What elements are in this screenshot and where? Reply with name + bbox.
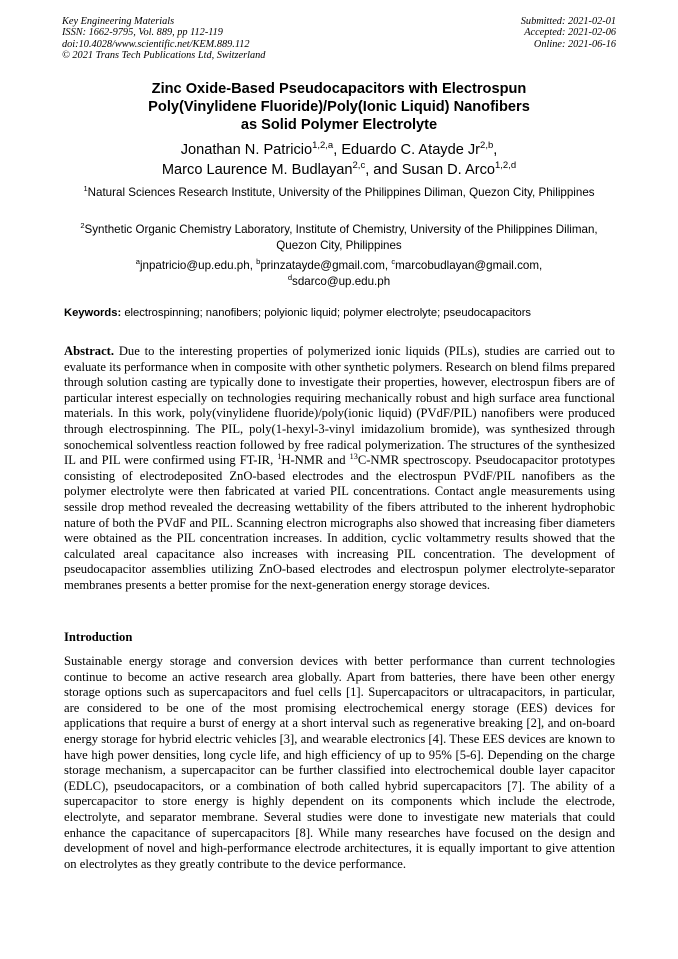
affiliation-number: 2 bbox=[80, 221, 85, 231]
superscript: 13 bbox=[349, 451, 358, 461]
author-affiliation-mark: 1,2,d bbox=[495, 159, 517, 171]
introduction-text: Sustainable energy storage and conversion devices with better performance than current technologies continue to become an active research area globally. Apart from batteries, there have been other energy storage options such as supercapacitors and fuel cells [1]. Supercapacitors or ultracapacitors, in particular, are considered to be one of the most promising electrochemical energy storage (EES) devices for applications that require a burst of energy at a short interval such as regenerative breaking [2], and on-board energy storage for hybrid electric vehicles [3], and wearable electronics [4]. These EES devices are known to have high power densities, long cycle life, and high efficiency of up to 95% [5-6]. Depending on the charge storage mechanism, a supercapacitor can be further classified into electrochemical double layer capacitor (EDLC), pseudocapacitors, or a combination of both called hybrid supercapacitors [7]. The ability of a supercapacitor to store energy is highly dependent on its components which include the electrode, electrolyte, and separator membrane. Several studies were done to investigate new materials that could enhance the capacitance of supercapacitors [8]. While many researches have focused on the design and development of novel and high-performance electrode architectures, it is equally important to give attention on electrolytes as they greatly contribute to the device performance. bbox=[64, 654, 615, 871]
title-line: Poly(Vinylidene Fluoride)/Poly(Ionic Liquid) Nanofibers bbox=[148, 99, 530, 115]
author-line bbox=[40, 161, 638, 181]
author-list bbox=[40, 141, 638, 180]
email-list bbox=[110, 258, 568, 289]
author-name: Jonathan N. Patricio bbox=[180, 142, 313, 158]
introduction-heading: Introduction bbox=[64, 630, 133, 644]
author-affiliation-mark: 2,c bbox=[352, 159, 366, 171]
keywords bbox=[64, 306, 618, 320]
superscript: 1 bbox=[277, 451, 282, 461]
copyright-line: © 2021 Trans Tech Publications Ltd, Switzerland bbox=[62, 49, 266, 61]
email-address[interactable]: marcobudlayan@gmail.com bbox=[395, 259, 539, 272]
author-name: Susan D. Arco bbox=[401, 161, 495, 178]
doi-line: doi:10.4028/www.scientific.net/KEM.889.112 bbox=[62, 38, 250, 50]
author-affiliation-mark: 2,b bbox=[480, 140, 494, 152]
submitted-date: Submitted: 2021-02-01 bbox=[520, 16, 616, 27]
online-date: Online: 2021-06-16 bbox=[533, 38, 616, 50]
author-line bbox=[40, 141, 638, 161]
abstract bbox=[64, 344, 615, 594]
email-mark: d bbox=[287, 272, 293, 282]
affiliation-text: Synthetic Organic Chemistry Laboratory, Institute of Chemistry, University of the Philippines Diliman, Quezon City, Philippines bbox=[84, 223, 598, 252]
email-separator: , bbox=[249, 259, 257, 272]
email-mark: c bbox=[391, 257, 396, 267]
author-separator: , bbox=[493, 142, 498, 158]
author-name: Eduardo C. Atayde Jr bbox=[341, 142, 481, 158]
submission-dates bbox=[521, 16, 616, 50]
abstract-label: Abstract. bbox=[64, 344, 115, 358]
keywords-text: electrospinning; nanofibers; polyionic liquid; polymer electrolyte; pseudocapacitors bbox=[124, 307, 532, 319]
affiliation-2 bbox=[70, 222, 608, 253]
journal-info bbox=[62, 16, 265, 61]
email-address[interactable]: jnpatricio@up.edu.ph bbox=[139, 259, 250, 272]
email-address[interactable]: prinzatayde@gmail.com bbox=[260, 259, 385, 272]
abstract-text: Due to the interesting properties of polymerized ionic liquids (PILs), studies are carried out to evaluate its performance when in composite with other synthetic polymers. Research on blend films prepared through solution casting are typically done to investigate their properties, however, electrospun fibers are of particular interest especially on technologies requiring mechanically robust and high surface area functional materials. In this work, poly(vinylidene fluoride)/poly(ionic liquid) (PVdF/PIL) nanofibers were produced through electrospinning. The PIL, poly(1-hexyl-3-vinyl imidazolium bromide), was synthesized through sonochemical solventless reaction followed by free radical polymerization. The structures of the synthesized IL and PIL were confirmed using FT-IR, bbox=[64, 344, 615, 468]
title-line: Zinc Oxide-Based Pseudocapacitors with Electrospun bbox=[151, 81, 527, 97]
abstract-text: H-NMR and bbox=[281, 453, 346, 468]
author-name: Marco Laurence M. Budlayan bbox=[161, 161, 353, 178]
paper-title bbox=[40, 80, 638, 134]
author-separator: , bbox=[333, 142, 342, 158]
affiliation-1 bbox=[70, 185, 608, 201]
title-line: as Solid Polymer Electrolyte bbox=[240, 117, 438, 133]
email-mark: b bbox=[256, 257, 261, 267]
affiliation-number: 1 bbox=[83, 184, 88, 194]
author-separator: , and bbox=[365, 161, 402, 178]
email-mark: a bbox=[135, 257, 140, 267]
author-affiliation-mark: 1,2,a bbox=[312, 140, 334, 152]
keywords-label: Keywords: bbox=[64, 307, 122, 319]
email-separator: , bbox=[384, 259, 392, 272]
email-address[interactable]: sdarco@up.edu.ph bbox=[292, 274, 391, 288]
issn-line: ISSN: 1662-9795, Vol. 889, pp 112-119 bbox=[62, 27, 223, 39]
affiliation-text: Natural Sciences Research Institute, University of the Philippines Diliman, Quezon City, Philippines bbox=[87, 186, 595, 199]
email-separator: , bbox=[539, 259, 543, 272]
accepted-date: Accepted: 2021-02-06 bbox=[524, 27, 616, 39]
abstract-text: C-NMR spectroscopy. Pseudocapacitor prototypes consisting of electrodeposited ZnO-based electrodes and the electrospun PVdF/PIL nanofibers as the polymer electrolyte were then fabricated at varied PIL concentrations. Contact angle measurements using sessile drop method revealed the decreasing wettability of the fibers attributed to the inherent hydrophobic nature of both the PVdF and PIL. Scanning electron micrographs also showed that increasing fiber diameters were obtained as the PIL concentration increases. In addition, cyclic voltammetry results showed that the calculated areal capacitance also increases with increasing PIL concentration. The development of pseudocapacitor assemblies utilizing ZnO-based electrodes and electrospun polymer electrolyte-separator membranes presents a better promise for the next-generation energy storage devices. bbox=[64, 453, 615, 592]
journal-name: Key Engineering Materials bbox=[62, 16, 175, 27]
